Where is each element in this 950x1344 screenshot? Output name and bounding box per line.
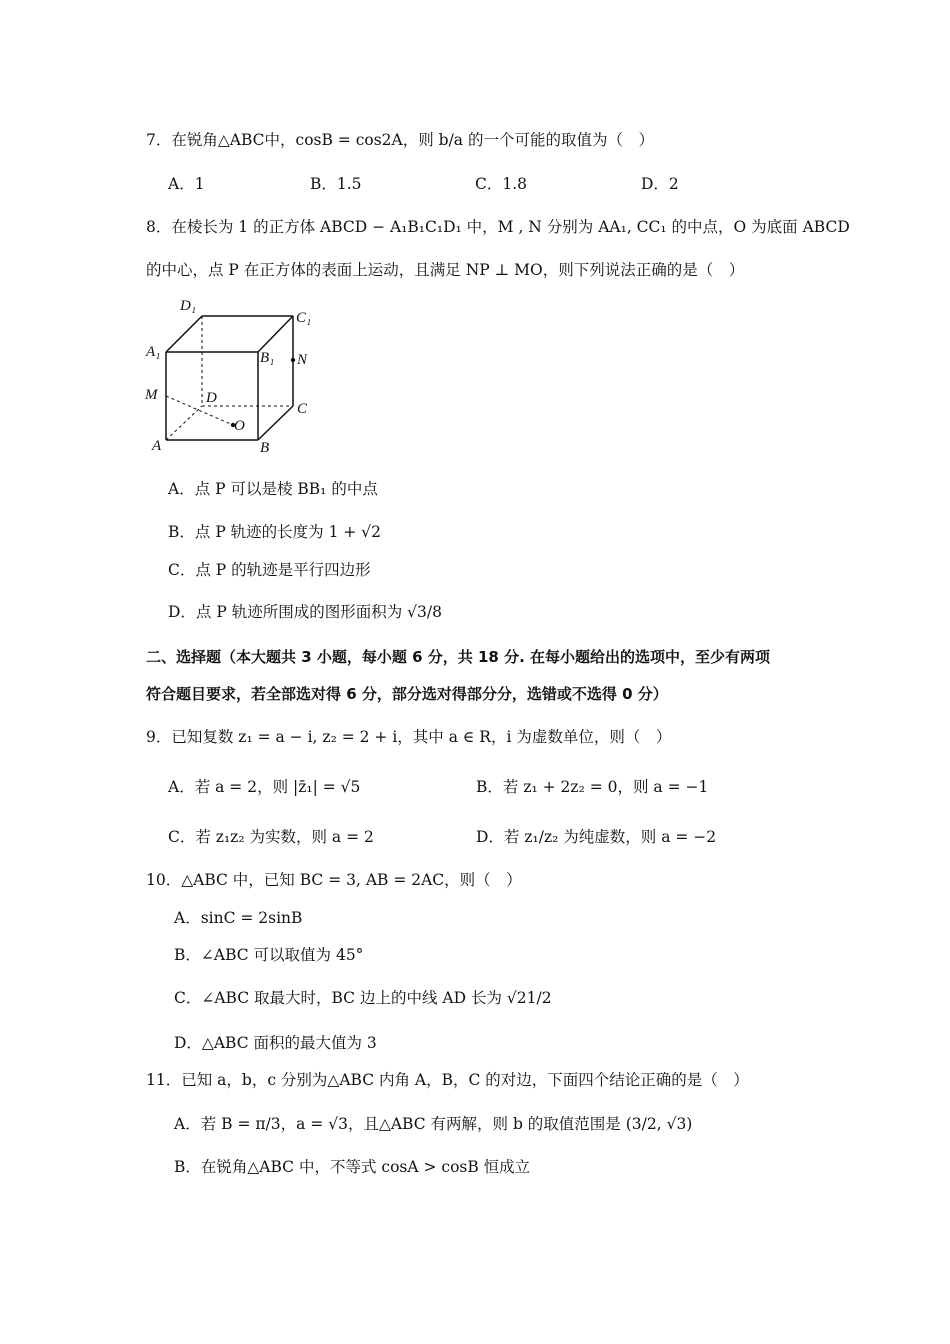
q8-option-c: C．点 P 的轨迹是平行四边形 bbox=[168, 561, 371, 579]
label-c: C bbox=[297, 401, 308, 417]
q10-stem: 10．△ABC 中，已知 BC = 3, AB = 2AC，则（ ） bbox=[146, 871, 522, 889]
label-o: O bbox=[234, 418, 245, 434]
q9-option-c: C．若 z₁z₂ 为实数，则 a = 2 bbox=[168, 828, 374, 846]
section2-heading-line1: 二、选择题（本大题共 3 小题，每小题 6 分，共 18 分. 在每小题给出的选项中，至少有两项 bbox=[146, 648, 771, 666]
label-a1: A₁ bbox=[146, 344, 161, 360]
q8-stem-line1: 8．在棱长为 1 的正方体 ABCD − A₁B₁C₁D₁ 中，M , N 分别为 AA₁, CC₁ 的中点，O 为底面 ABCD bbox=[146, 218, 850, 236]
q10-option-a: A．sinC = 2sinB bbox=[174, 909, 303, 927]
cube-figure bbox=[140, 292, 340, 457]
q10-option-c: C．∠ABC 取最大时，BC 边上的中线 AD 长为 √21/2 bbox=[174, 989, 552, 1007]
q9-option-b: B．若 z₁ + 2z₂ = 0，则 a = −1 bbox=[476, 778, 709, 796]
q8-option-a: A．点 P 可以是棱 BB₁ 的中点 bbox=[168, 480, 378, 498]
q10-option-d: D．△ABC 面积的最大值为 3 bbox=[174, 1034, 377, 1052]
q9-option-a: A．若 a = 2，则 |z̄₁| = √5 bbox=[168, 778, 361, 796]
q8-stem-line2: 的中心，点 P 在正方体的表面上运动，且满足 NP ⊥ MO，则下列说法正确的是（ ） bbox=[146, 261, 745, 279]
q9-stem: 9．已知复数 z₁ = a − i, z₂ = 2 + i，其中 a ∈ R，i 为虚数单位，则（ ） bbox=[146, 728, 672, 746]
label-b: B bbox=[260, 440, 270, 456]
label-b1: B₁ bbox=[260, 350, 275, 366]
q11-option-b: B．在锐角△ABC 中，不等式 cosA > cosB 恒成立 bbox=[174, 1158, 531, 1176]
q7-option-d: D．2 bbox=[641, 175, 679, 193]
q7-option-c: C．1.8 bbox=[475, 175, 528, 193]
q7-option-b: B．1.5 bbox=[310, 175, 362, 193]
label-n: N bbox=[297, 352, 308, 368]
label-a: A bbox=[152, 438, 162, 454]
section2-heading-line2: 符合题目要求，若全部选对得 6 分，部分选对得部分分，选错或不选得 0 分） bbox=[146, 685, 668, 703]
label-c1: C₁ bbox=[296, 310, 312, 326]
label-m: M bbox=[145, 387, 158, 403]
label-d: D bbox=[206, 390, 217, 406]
q8-option-b: B．点 P 轨迹的长度为 1 + √2 bbox=[168, 523, 382, 541]
q8-option-d: D．点 P 轨迹所围成的图形面积为 √3/8 bbox=[168, 603, 442, 621]
q7-option-a: A．1 bbox=[168, 175, 205, 193]
q9-option-d: D．若 z₁/z₂ 为纯虚数，则 a = −2 bbox=[476, 828, 717, 846]
q7-stem: 7．在锐角△ABC中，cosB = cos2A，则 b/a 的一个可能的取值为（ ） bbox=[146, 131, 654, 149]
q11-option-a: A．若 B = π/3，a = √3，且△ABC 有两解，则 b 的取值范围是 (3/2, √3) bbox=[174, 1115, 693, 1133]
q11-stem: 11．已知 a，b，c 分别为△ABC 内角 A，B，C 的对边，下面四个结论正确的是（ ） bbox=[146, 1071, 749, 1089]
label-d1: D₁ bbox=[180, 298, 197, 314]
q10-option-b: B．∠ABC 可以取值为 45° bbox=[174, 946, 364, 964]
